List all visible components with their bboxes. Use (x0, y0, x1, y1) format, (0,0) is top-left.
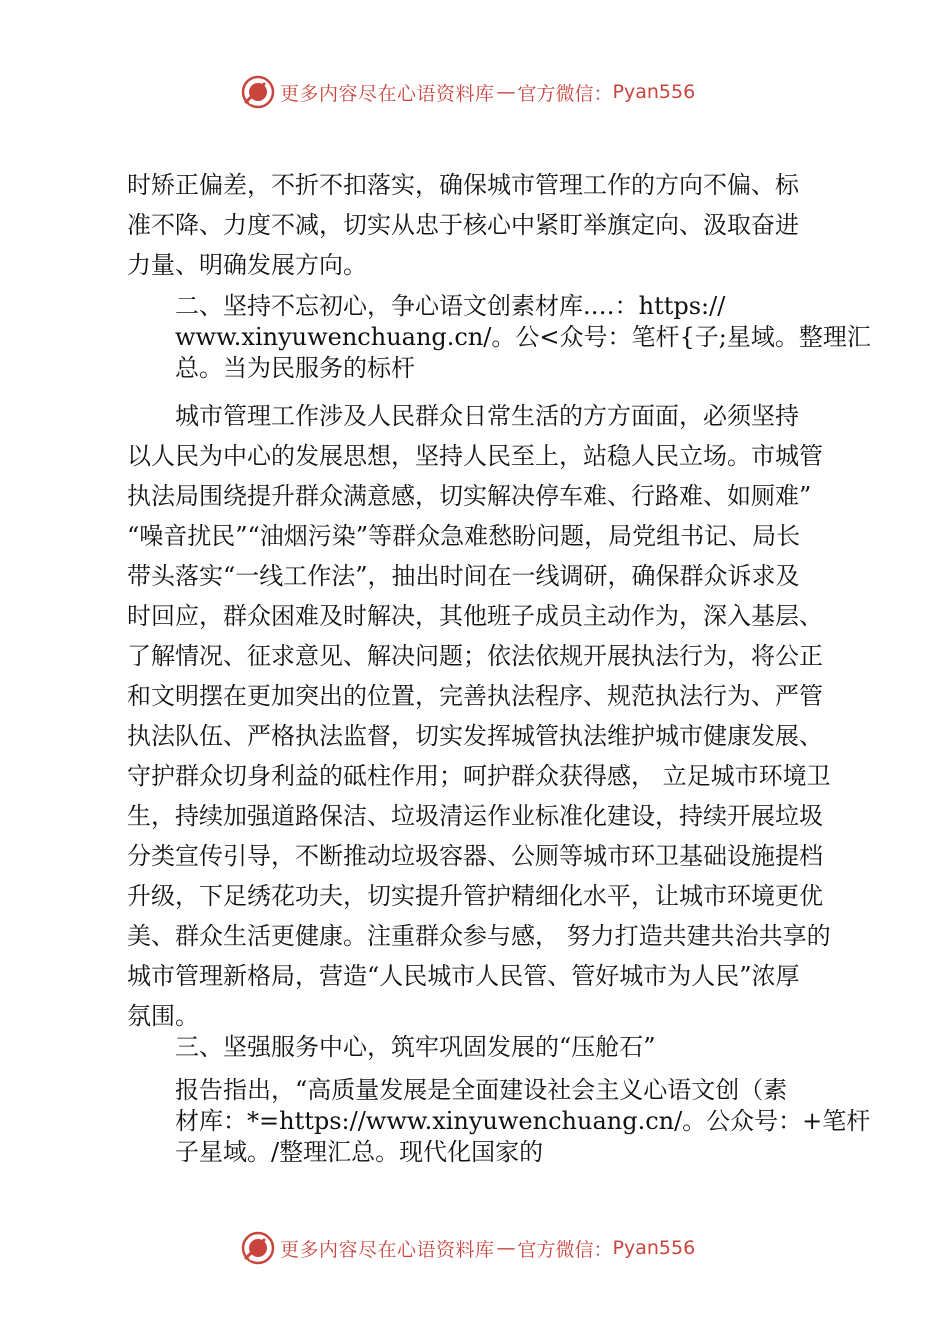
text-line: 美、群众生活更健康。注重群众参与感， 努力打造共建共治共享的 (127, 922, 831, 950)
text-line: 准不降、力度不减，切实从忠于核心中紧盯举旗定向、汲取奋进 (127, 211, 799, 239)
text-line: 升级，下足绣花功夫，切实提升管护精细化水平，让城市环境更优 (127, 882, 823, 910)
footer-banner (240, 1228, 740, 1268)
banner-main-text: 更多内容尽在心语资料库 (280, 1238, 495, 1261)
banner-separator: — (496, 81, 516, 103)
text-line: 力量、明确发展方向。 (127, 251, 367, 279)
text-line: 时矫正偏差，不折不扣落实，确保城市管理工作的方向不偏、标 (127, 171, 799, 199)
paragraph-2 (127, 396, 831, 1036)
text-line: 城市管理工作涉及人民群众日常生活的方方面面，必须坚持 (175, 402, 799, 430)
text-line: 带头落实“一线工作法”，抽出时间在一线调研，确保群众诉求及 (127, 562, 800, 590)
banner-wechat-label: 官方微信： (517, 82, 613, 105)
text-line: 以人民为中心的发展思想，坚持人民至上，站稳人民立场。市城管 (127, 442, 823, 470)
text-line: 材库：*=https://www.xinyuwenchuang.cn/。公众号：+笔杆 (175, 1107, 871, 1135)
text-line: 氛围。 (127, 1002, 199, 1030)
header-banner (240, 72, 740, 112)
text-line: 三、坚强服务中心，筑牢巩固发展的“压舱石” (175, 1033, 656, 1061)
text-line: 二、坚持不忘初心，争心语文创素材库.…：https:// (175, 292, 726, 320)
banner-separator: — (496, 1237, 516, 1259)
paragraph-1 (127, 165, 827, 285)
text-line: 执法局围绕提升群众满意感，切实解决停车难、行路难、如厕难” (127, 482, 812, 510)
text-line: 总。当为民服务的标杆 (175, 354, 415, 382)
banner-wechat-id: Pyan556 (612, 1237, 696, 1259)
logo-icon (240, 74, 276, 110)
text-line: 城市管理新格局，营造“人民城市人民管、管好城市为人民”浓厚 (127, 962, 800, 990)
text-line: 时回应，群众困难及时解决，其他班子成员主动作为，深入基层、 (127, 602, 823, 630)
text-line: “噪音扰民”“油烟污染”等群众急难愁盼问题，局党组书记、局长 (127, 522, 801, 550)
text-line: 分类宣传引导，不断推动垃圾容器、公厕等城市环卫基础设施提档 (127, 842, 823, 870)
text-line: www.xinyuwenchuang.cn/。公<众号：笔杆{子;星域。整理汇 (175, 323, 871, 351)
banner-main-text: 更多内容尽在心语资料库 (280, 82, 495, 105)
text-line: 了解情况、征求意见、解决问题；依法依规开展执法行为，将公正 (127, 642, 823, 670)
paragraph-3 (175, 1075, 871, 1168)
text-line: 守护群众切身利益的砥柱作用；呵护群众获得感， 立足城市环境卫 (127, 762, 831, 790)
text-line: 生，持续加强道路保洁、垃圾清运作业标准化建设，持续开展垃圾 (127, 802, 823, 830)
banner-wechat-id: Pyan556 (612, 81, 696, 103)
banner-wechat-label: 官方微信： (517, 1238, 613, 1261)
text-line: 执法队伍、严格执法监督，切实发挥城管执法维护城市健康发展、 (127, 722, 823, 750)
logo-icon (240, 1230, 276, 1266)
text-line: 报告指出，“高质量发展是全面建设社会主义心语文创（素 (175, 1076, 788, 1104)
text-line: 子星域。/整理汇总。现代化国家的 (175, 1138, 544, 1166)
section-heading-2 (175, 291, 871, 384)
text-line: 和文明摆在更加突出的位置，完善执法程序、规范执法行为、严管 (127, 682, 823, 710)
section-heading-3 (175, 1027, 875, 1067)
